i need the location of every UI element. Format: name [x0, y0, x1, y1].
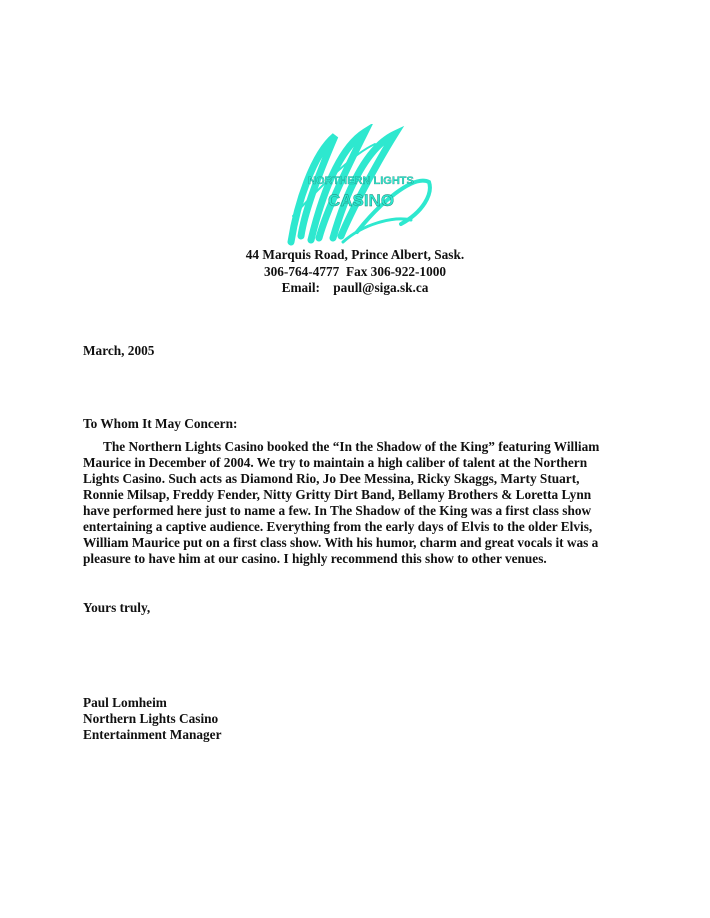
- body-line: pleasure to have him at our casino. I highly recommend this show to other venues.: [83, 551, 547, 566]
- email: Email: paull@siga.sk.ca: [281, 280, 429, 295]
- body-line: entertaining a captive audience. Everything from the early days of Elvis to the older Elvis,: [83, 519, 593, 534]
- address: 44 Marquis Road, Prince Albert, Sask.: [245, 247, 465, 262]
- body-line: Ronnie Milsap, Freddy Fender, Nitty Gritty Dirt Band, Bellamy Brothers & Loretta Lynn: [83, 487, 592, 502]
- letter-body: [83, 439, 643, 567]
- logo-line2: CASINO: [327, 191, 395, 210]
- salutation: To Whom It May Concern:: [83, 416, 238, 431]
- letterhead: [0, 247, 710, 297]
- signer-title: Entertainment Manager: [83, 727, 222, 742]
- signature-block: [83, 695, 221, 743]
- logo-line1: NORTHERN LIGHTS: [308, 175, 414, 187]
- closing: Yours truly,: [83, 600, 151, 615]
- northern-lights-swirl-logo-icon: [283, 124, 433, 246]
- body-line: Maurice in December of 2004. We try to maintain a high caliber of talent at the Northern: [83, 455, 588, 470]
- letter-date: March, 2005: [83, 343, 155, 358]
- body-line: The Northern Lights Casino booked the “In the Shadow of the King” featuring William: [103, 439, 600, 454]
- body-line: William Maurice put on a first class show. With his humor, charm and great vocals it was a: [83, 535, 599, 550]
- phone-fax: 306-764-4777 Fax 306-922-1000: [263, 263, 447, 279]
- body-line: have performed here just to name a few. In The Shadow of the King was a first class show: [83, 503, 592, 518]
- signer-name: Paul Lomheim: [83, 695, 167, 710]
- body-line: Lights Casino. Such acts as Diamond Rio, Jo Dee Messina, Ricky Skaggs, Marty Stuart,: [83, 471, 580, 486]
- casino-logo: [283, 124, 433, 246]
- signer-organization: Northern Lights Casino: [83, 711, 219, 726]
